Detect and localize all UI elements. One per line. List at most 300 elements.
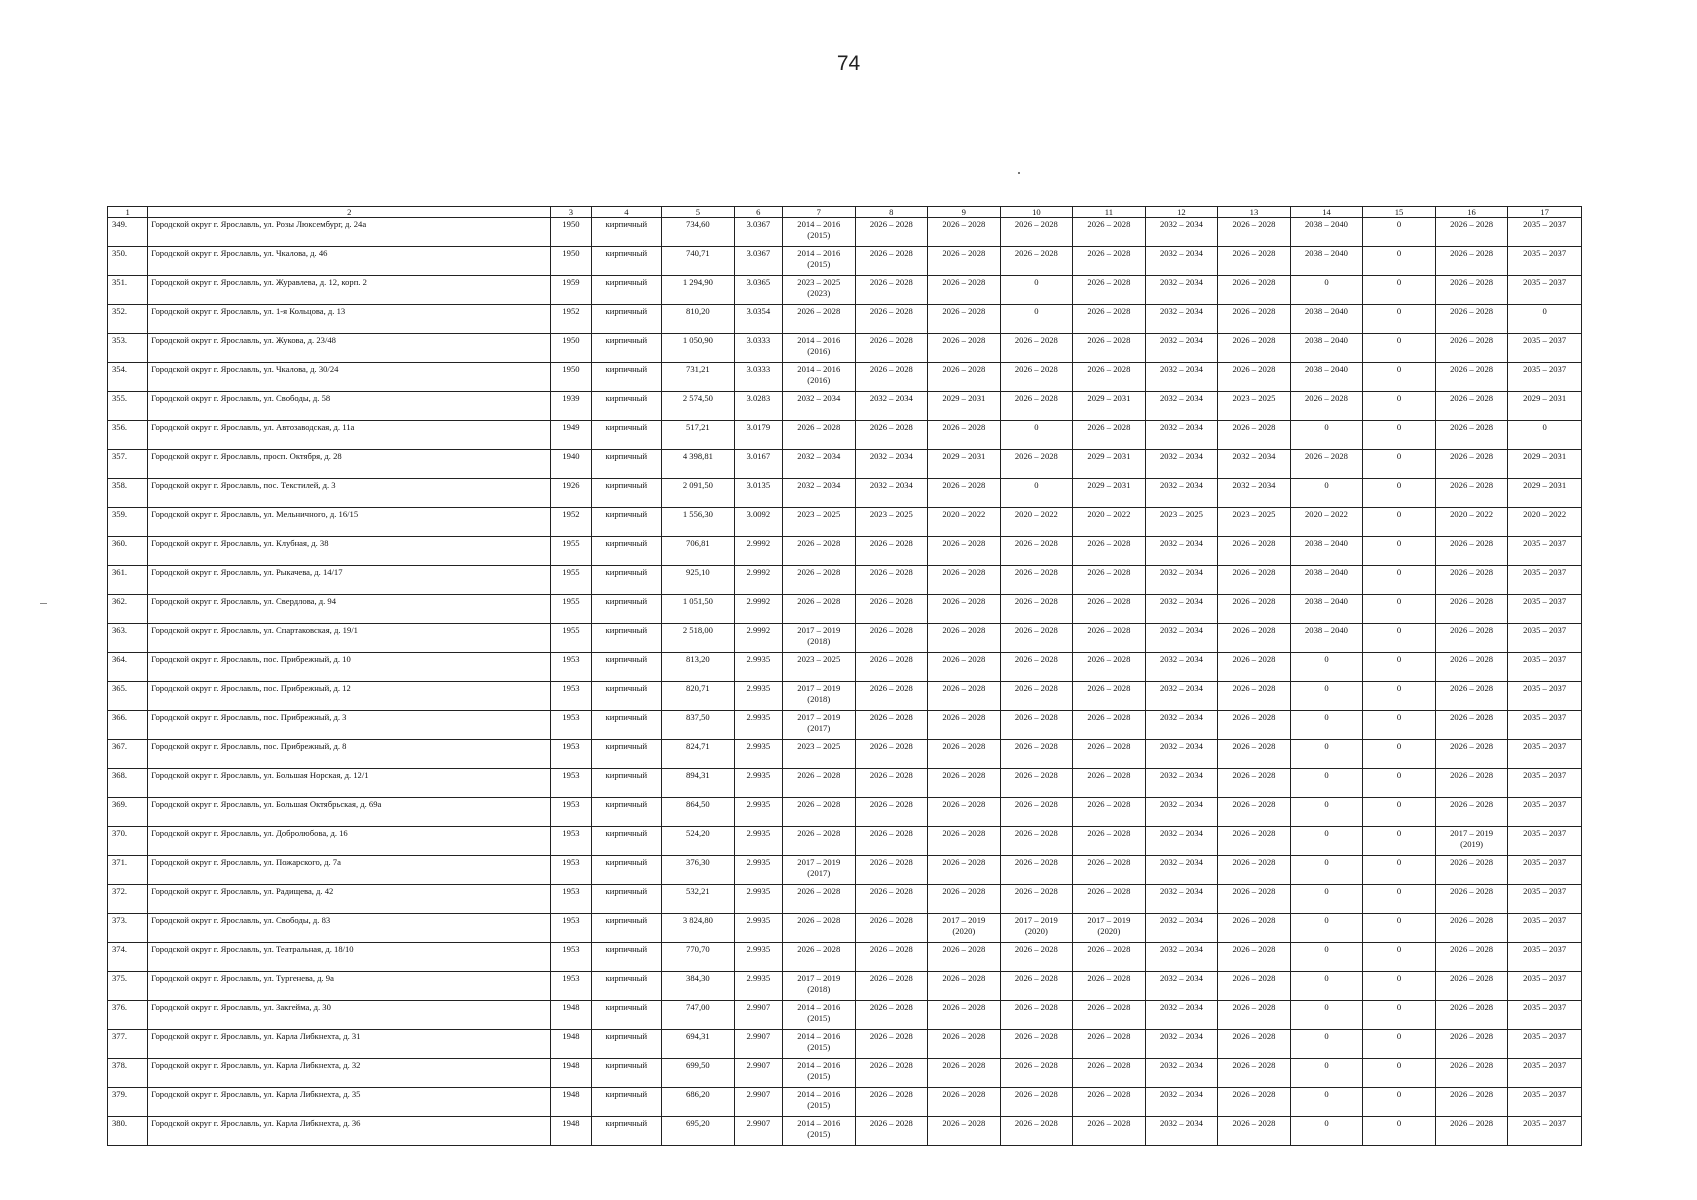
table-cell-col-8: 2026 – 2028: [855, 827, 928, 856]
table-cell-col-10: 2026 – 2028: [1000, 943, 1073, 972]
table-cell-col-10: 2026 – 2028: [1000, 363, 1073, 392]
table-cell-col-16: 2026 – 2028: [1435, 856, 1508, 885]
table-row: [108, 392, 1582, 421]
table-cell-col-9: 2026 – 2028: [928, 537, 1001, 566]
table-cell-col-15: 0: [1363, 566, 1436, 595]
table-cell-col-5: 694,31: [662, 1030, 735, 1059]
table-cell-col-8: 2026 – 2028: [855, 740, 928, 769]
table-row: [108, 914, 1582, 943]
table-cell-col-15: 0: [1363, 885, 1436, 914]
table-cell-col-1: 368.: [108, 769, 148, 798]
table-cell-col-1: 355.: [108, 392, 148, 421]
table-cell-col-14: 2026 – 2028: [1290, 450, 1363, 479]
table-cell-col-13: 2026 – 2028: [1218, 653, 1291, 682]
table-cell-col-5: 524,20: [662, 827, 735, 856]
column-header-9: 9: [928, 207, 1001, 218]
table-cell-col-13: 2026 – 2028: [1218, 566, 1291, 595]
table-cell-col-2: Городской округ г. Ярославль, ул. Клубная, д. 38: [148, 537, 551, 566]
table-cell-col-6: 3.0179: [734, 421, 782, 450]
table-cell-col-17: 2035 – 2037: [1508, 218, 1582, 247]
table-cell-col-7: 2017 – 2019 (2018): [783, 624, 856, 653]
table-cell-col-7: 2023 – 2025 (2023): [783, 276, 856, 305]
table-cell-col-14: 0: [1290, 653, 1363, 682]
table-cell-col-3: 1953: [551, 682, 591, 711]
table-cell-col-14: 0: [1290, 972, 1363, 1001]
table-cell-col-1: 356.: [108, 421, 148, 450]
table-cell-col-4: кирпичный: [591, 914, 662, 943]
table-cell-col-8: 2026 – 2028: [855, 972, 928, 1001]
table-cell-col-8: 2026 – 2028: [855, 1001, 928, 1030]
table-cell-col-14: 2038 – 2040: [1290, 363, 1363, 392]
table-cell-col-13: 2026 – 2028: [1218, 1088, 1291, 1117]
table-cell-col-13: 2026 – 2028: [1218, 334, 1291, 363]
table-cell-col-4: кирпичный: [591, 1117, 662, 1146]
table-cell-col-5: 706,81: [662, 537, 735, 566]
table-cell-col-13: 2026 – 2028: [1218, 914, 1291, 943]
table-cell-col-13: 2026 – 2028: [1218, 1001, 1291, 1030]
table-cell-col-10: 2026 – 2028: [1000, 537, 1073, 566]
table-cell-col-9: 2026 – 2028: [928, 856, 1001, 885]
table-cell-col-17: 2035 – 2037: [1508, 769, 1582, 798]
table-cell-col-6: 2.9935: [734, 798, 782, 827]
column-header-13: 13: [1218, 207, 1291, 218]
table-cell-col-17: 2035 – 2037: [1508, 566, 1582, 595]
table-row: [108, 653, 1582, 682]
table-cell-col-8: 2026 – 2028: [855, 537, 928, 566]
table-cell-col-1: 351.: [108, 276, 148, 305]
table-cell-col-8: 2026 – 2028: [855, 334, 928, 363]
table-cell-col-14: 0: [1290, 914, 1363, 943]
table-cell-col-10: 2026 – 2028: [1000, 450, 1073, 479]
table-cell-col-13: 2026 – 2028: [1218, 1117, 1291, 1146]
table-row: [108, 537, 1582, 566]
table-cell-col-4: кирпичный: [591, 885, 662, 914]
table-cell-col-15: 0: [1363, 479, 1436, 508]
table-cell-col-2: Городской округ г. Ярославль, ул. Журавлева, д. 12, корп. 2: [148, 276, 551, 305]
table-cell-col-7: 2017 – 2019 (2018): [783, 972, 856, 1001]
table-row: [108, 218, 1582, 247]
table-cell-col-7: 2032 – 2034: [783, 479, 856, 508]
table-cell-col-5: 1 294,90: [662, 276, 735, 305]
table-cell-col-7: 2014 – 2016 (2016): [783, 363, 856, 392]
table-cell-col-9: 2026 – 2028: [928, 885, 1001, 914]
table-cell-col-16: 2026 – 2028: [1435, 276, 1508, 305]
table-cell-col-15: 0: [1363, 1117, 1436, 1146]
column-header-2: 2: [148, 207, 551, 218]
table-cell-col-5: 3 824,80: [662, 914, 735, 943]
table-cell-col-16: 2026 – 2028: [1435, 363, 1508, 392]
column-header-14: 14: [1290, 207, 1363, 218]
table-cell-col-12: 2032 – 2034: [1145, 711, 1218, 740]
table-cell-col-2: Городской округ г. Ярославль, ул. Чкалова, д. 46: [148, 247, 551, 276]
table-cell-col-4: кирпичный: [591, 450, 662, 479]
table-cell-col-16: 2026 – 2028: [1435, 914, 1508, 943]
table-cell-col-17: 2020 – 2022: [1508, 508, 1582, 537]
table-cell-col-16: 2026 – 2028: [1435, 798, 1508, 827]
table-cell-col-13: 2023 – 2025: [1218, 508, 1291, 537]
table-cell-col-15: 0: [1363, 334, 1436, 363]
table-cell-col-9: 2026 – 2028: [928, 479, 1001, 508]
table-cell-col-16: 2020 – 2022: [1435, 508, 1508, 537]
table-cell-col-3: 1955: [551, 595, 591, 624]
table-cell-col-14: 2020 – 2022: [1290, 508, 1363, 537]
table-cell-col-11: 2026 – 2028: [1073, 1059, 1146, 1088]
table-row: [108, 711, 1582, 740]
table-cell-col-8: 2026 – 2028: [855, 682, 928, 711]
table-cell-col-15: 0: [1363, 740, 1436, 769]
table-cell-col-8: 2032 – 2034: [855, 450, 928, 479]
table-cell-col-7: 2026 – 2028: [783, 566, 856, 595]
table-cell-col-11: 2026 – 2028: [1073, 537, 1146, 566]
table-cell-col-14: 0: [1290, 740, 1363, 769]
table-cell-col-9: 2026 – 2028: [928, 247, 1001, 276]
table-cell-col-12: 2023 – 2025: [1145, 508, 1218, 537]
table-cell-col-1: 380.: [108, 1117, 148, 1146]
table-cell-col-11: 2026 – 2028: [1073, 421, 1146, 450]
table-cell-col-6: 3.0333: [734, 363, 782, 392]
table-cell-col-17: 2035 – 2037: [1508, 595, 1582, 624]
table-cell-col-17: 2035 – 2037: [1508, 856, 1582, 885]
table-cell-col-14: 0: [1290, 827, 1363, 856]
table-cell-col-6: 3.0092: [734, 508, 782, 537]
table-cell-col-17: 2029 – 2031: [1508, 450, 1582, 479]
table-cell-col-12: 2032 – 2034: [1145, 392, 1218, 421]
table-cell-col-13: 2032 – 2034: [1218, 479, 1291, 508]
table-cell-col-9: 2026 – 2028: [928, 682, 1001, 711]
table-cell-col-6: 3.0135: [734, 479, 782, 508]
column-header-12: 12: [1145, 207, 1218, 218]
table-cell-col-5: 820,71: [662, 682, 735, 711]
table-cell-col-7: 2014 – 2016 (2015): [783, 247, 856, 276]
table-cell-col-8: 2026 – 2028: [855, 653, 928, 682]
table-cell-col-6: 2.9907: [734, 1059, 782, 1088]
table-cell-col-7: 2026 – 2028: [783, 595, 856, 624]
table-cell-col-16: 2026 – 2028: [1435, 537, 1508, 566]
table-cell-col-10: 2026 – 2028: [1000, 218, 1073, 247]
table-cell-col-3: 1950: [551, 363, 591, 392]
table-cell-col-5: 1 051,50: [662, 595, 735, 624]
table-cell-col-11: 2026 – 2028: [1073, 1117, 1146, 1146]
table-cell-col-12: 2032 – 2034: [1145, 363, 1218, 392]
table-cell-col-3: 1955: [551, 566, 591, 595]
table-cell-col-14: 0: [1290, 479, 1363, 508]
table-cell-col-1: 367.: [108, 740, 148, 769]
table-cell-col-1: 364.: [108, 653, 148, 682]
table-cell-col-4: кирпичный: [591, 856, 662, 885]
table-cell-col-11: 2026 – 2028: [1073, 1088, 1146, 1117]
column-header-17: 17: [1508, 207, 1582, 218]
column-header-11: 11: [1073, 207, 1146, 218]
table-body: [108, 218, 1582, 1146]
table-cell-col-4: кирпичный: [591, 972, 662, 1001]
table-cell-col-11: 2026 – 2028: [1073, 827, 1146, 856]
table-cell-col-10: 2026 – 2028: [1000, 1030, 1073, 1059]
table-cell-col-12: 2032 – 2034: [1145, 334, 1218, 363]
table-cell-col-3: 1949: [551, 421, 591, 450]
table-cell-col-15: 0: [1363, 798, 1436, 827]
table-cell-col-9: 2026 – 2028: [928, 1001, 1001, 1030]
table-cell-col-17: 2035 – 2037: [1508, 972, 1582, 1001]
table-cell-col-17: 2035 – 2037: [1508, 363, 1582, 392]
table-cell-col-7: 2026 – 2028: [783, 798, 856, 827]
table-cell-col-2: Городской округ г. Ярославль, ул. Мельничного, д. 16/15: [148, 508, 551, 537]
table-cell-col-2: Городской округ г. Ярославль, ул. Тургенева, д. 9а: [148, 972, 551, 1001]
table-cell-col-10: 2026 – 2028: [1000, 624, 1073, 653]
table-cell-col-16: 2026 – 2028: [1435, 653, 1508, 682]
table-cell-col-3: 1953: [551, 972, 591, 1001]
table-row: [108, 682, 1582, 711]
table-cell-col-8: 2026 – 2028: [855, 1117, 928, 1146]
table-cell-col-8: 2032 – 2034: [855, 479, 928, 508]
column-header-1: 1: [108, 207, 148, 218]
table-cell-col-11: 2029 – 2031: [1073, 392, 1146, 421]
table-cell-col-10: 2026 – 2028: [1000, 566, 1073, 595]
table-cell-col-17: 0: [1508, 421, 1582, 450]
table-cell-col-3: 1953: [551, 827, 591, 856]
table-cell-col-3: 1926: [551, 479, 591, 508]
table-cell-col-13: 2026 – 2028: [1218, 537, 1291, 566]
table-cell-col-4: кирпичный: [591, 1001, 662, 1030]
table-cell-col-13: 2026 – 2028: [1218, 885, 1291, 914]
table-cell-col-11: 2029 – 2031: [1073, 479, 1146, 508]
table-cell-col-2: Городской округ г. Ярославль, ул. Карла Либкнехта, д. 35: [148, 1088, 551, 1117]
table-cell-col-11: 2026 – 2028: [1073, 740, 1146, 769]
table-cell-col-16: 2026 – 2028: [1435, 479, 1508, 508]
table-cell-col-15: 0: [1363, 943, 1436, 972]
table-cell-col-7: 2014 – 2016 (2015): [783, 218, 856, 247]
table-cell-col-13: 2026 – 2028: [1218, 711, 1291, 740]
table-cell-col-17: 2035 – 2037: [1508, 247, 1582, 276]
table-cell-col-6: 2.9907: [734, 1001, 782, 1030]
table-cell-col-5: 731,21: [662, 363, 735, 392]
table-cell-col-10: 2026 – 2028: [1000, 740, 1073, 769]
table-cell-col-9: 2026 – 2028: [928, 305, 1001, 334]
table-cell-col-4: кирпичный: [591, 595, 662, 624]
table-cell-col-4: кирпичный: [591, 479, 662, 508]
table-row: [108, 450, 1582, 479]
table-cell-col-17: 2035 – 2037: [1508, 1059, 1582, 1088]
table-cell-col-3: 1948: [551, 1001, 591, 1030]
table-cell-col-2: Городской округ г. Ярославль, ул. Радищева, д. 42: [148, 885, 551, 914]
table-cell-col-12: 2032 – 2034: [1145, 1059, 1218, 1088]
table-cell-col-7: 2026 – 2028: [783, 914, 856, 943]
table-cell-col-17: 2029 – 2031: [1508, 479, 1582, 508]
table-cell-col-4: кирпичный: [591, 827, 662, 856]
table-row: [108, 798, 1582, 827]
table-cell-col-1: 353.: [108, 334, 148, 363]
table-cell-col-11: 2026 – 2028: [1073, 624, 1146, 653]
table-cell-col-13: 2026 – 2028: [1218, 972, 1291, 1001]
table-cell-col-11: 2026 – 2028: [1073, 247, 1146, 276]
table-cell-col-3: 1953: [551, 769, 591, 798]
table-cell-col-17: 2035 – 2037: [1508, 798, 1582, 827]
table-cell-col-4: кирпичный: [591, 276, 662, 305]
table-cell-col-16: 2026 – 2028: [1435, 566, 1508, 595]
table-cell-col-4: кирпичный: [591, 740, 662, 769]
table-cell-col-12: 2032 – 2034: [1145, 566, 1218, 595]
table-cell-col-9: 2026 – 2028: [928, 624, 1001, 653]
table-cell-col-5: 740,71: [662, 247, 735, 276]
table-cell-col-9: 2026 – 2028: [928, 769, 1001, 798]
table-cell-col-12: 2032 – 2034: [1145, 740, 1218, 769]
table-cell-col-7: 2014 – 2016 (2015): [783, 1088, 856, 1117]
table-cell-col-6: 2.9935: [734, 769, 782, 798]
table-cell-col-13: 2026 – 2028: [1218, 421, 1291, 450]
table-cell-col-10: 2026 – 2028: [1000, 972, 1073, 1001]
table-cell-col-2: Городской округ г. Ярославль, просп. Октября, д. 28: [148, 450, 551, 479]
table-cell-col-6: 3.0367: [734, 247, 782, 276]
table-cell-col-3: 1940: [551, 450, 591, 479]
table-cell-col-15: 0: [1363, 508, 1436, 537]
table-cell-col-11: 2026 – 2028: [1073, 972, 1146, 1001]
table-cell-col-12: 2032 – 2034: [1145, 856, 1218, 885]
table-cell-col-11: 2029 – 2031: [1073, 450, 1146, 479]
table-cell-col-6: 2.9992: [734, 537, 782, 566]
table-cell-col-16: 2026 – 2028: [1435, 682, 1508, 711]
table-cell-col-6: 2.9935: [734, 972, 782, 1001]
table-cell-col-9: 2029 – 2031: [928, 392, 1001, 421]
header-row: [108, 207, 1582, 218]
table-cell-col-7: 2017 – 2019 (2018): [783, 682, 856, 711]
table-cell-col-8: 2026 – 2028: [855, 798, 928, 827]
table-cell-col-13: 2026 – 2028: [1218, 798, 1291, 827]
table-cell-col-1: 369.: [108, 798, 148, 827]
table-cell-col-16: 2017 – 2019 (2019): [1435, 827, 1508, 856]
table-cell-col-12: 2032 – 2034: [1145, 624, 1218, 653]
table-cell-col-12: 2032 – 2034: [1145, 914, 1218, 943]
table-cell-col-7: 2017 – 2019 (2017): [783, 711, 856, 740]
table-cell-col-14: 0: [1290, 885, 1363, 914]
table-cell-col-9: 2026 – 2028: [928, 943, 1001, 972]
table-cell-col-14: 2038 – 2040: [1290, 566, 1363, 595]
table-cell-col-9: 2026 – 2028: [928, 595, 1001, 624]
table-cell-col-10: 2026 – 2028: [1000, 682, 1073, 711]
table-cell-col-5: 810,20: [662, 305, 735, 334]
table-cell-col-6: 2.9992: [734, 566, 782, 595]
table-cell-col-12: 2032 – 2034: [1145, 769, 1218, 798]
table-cell-col-15: 0: [1363, 363, 1436, 392]
table-cell-col-2: Городской округ г. Ярославль, ул. Карла Либкнехта, д. 36: [148, 1117, 551, 1146]
table-cell-col-15: 0: [1363, 421, 1436, 450]
table-cell-col-8: 2026 – 2028: [855, 885, 928, 914]
table-cell-col-17: 2035 – 2037: [1508, 885, 1582, 914]
table-cell-col-7: 2023 – 2025: [783, 653, 856, 682]
table-cell-col-11: 2026 – 2028: [1073, 943, 1146, 972]
table-cell-col-11: 2026 – 2028: [1073, 305, 1146, 334]
table-cell-col-14: 2038 – 2040: [1290, 595, 1363, 624]
table-cell-col-6: 2.9935: [734, 740, 782, 769]
table-cell-col-2: Городской округ г. Ярославль, ул. Чкалова, д. 30/24: [148, 363, 551, 392]
table-row: [108, 595, 1582, 624]
table-cell-col-14: 2038 – 2040: [1290, 305, 1363, 334]
table-cell-col-2: Городской округ г. Ярославль, ул. Рыкачева, д. 14/17: [148, 566, 551, 595]
table-cell-col-17: 2035 – 2037: [1508, 537, 1582, 566]
table-cell-col-5: 4 398,81: [662, 450, 735, 479]
table-cell-col-9: 2026 – 2028: [928, 711, 1001, 740]
table-cell-col-13: 2026 – 2028: [1218, 363, 1291, 392]
table-row: [108, 363, 1582, 392]
table-cell-col-10: 0: [1000, 479, 1073, 508]
table-cell-col-15: 0: [1363, 276, 1436, 305]
table-cell-col-16: 2026 – 2028: [1435, 711, 1508, 740]
table-cell-col-10: 2026 – 2028: [1000, 1088, 1073, 1117]
table-cell-col-9: 2026 – 2028: [928, 363, 1001, 392]
table-cell-col-14: 0: [1290, 1001, 1363, 1030]
table-cell-col-7: 2014 – 2016 (2015): [783, 1059, 856, 1088]
table-cell-col-1: 372.: [108, 885, 148, 914]
table-cell-col-3: 1950: [551, 247, 591, 276]
table-cell-col-2: Городской округ г. Ярославль, ул. Большая Октябрьская, д. 69а: [148, 798, 551, 827]
table-cell-col-12: 2032 – 2034: [1145, 1088, 1218, 1117]
table-cell-col-16: 2026 – 2028: [1435, 218, 1508, 247]
table-row: [108, 972, 1582, 1001]
table-cell-col-16: 2026 – 2028: [1435, 1059, 1508, 1088]
table-cell-col-11: 2026 – 2028: [1073, 363, 1146, 392]
table-cell-col-4: кирпичный: [591, 247, 662, 276]
table-cell-col-6: 2.9992: [734, 595, 782, 624]
table-cell-col-11: 2017 – 2019 (2020): [1073, 914, 1146, 943]
table-cell-col-5: 747,00: [662, 1001, 735, 1030]
table-cell-col-15: 0: [1363, 856, 1436, 885]
table-row: [108, 247, 1582, 276]
table-row: [108, 566, 1582, 595]
table-cell-col-1: 371.: [108, 856, 148, 885]
table-cell-col-14: 2026 – 2028: [1290, 392, 1363, 421]
table-cell-col-14: 0: [1290, 682, 1363, 711]
table-cell-col-6: 3.0167: [734, 450, 782, 479]
table-cell-col-6: 2.9935: [734, 711, 782, 740]
table-cell-col-14: 0: [1290, 1030, 1363, 1059]
table-cell-col-5: 864,50: [662, 798, 735, 827]
table-cell-col-5: 532,21: [662, 885, 735, 914]
table-row: [108, 1088, 1582, 1117]
table-cell-col-13: 2026 – 2028: [1218, 595, 1291, 624]
table-cell-col-11: 2026 – 2028: [1073, 856, 1146, 885]
table-cell-col-4: кирпичный: [591, 421, 662, 450]
table-cell-col-6: 3.0333: [734, 334, 782, 363]
table-cell-col-11: 2026 – 2028: [1073, 711, 1146, 740]
table-cell-col-3: 1952: [551, 305, 591, 334]
table-cell-col-13: 2026 – 2028: [1218, 1030, 1291, 1059]
table-cell-col-5: 695,20: [662, 1117, 735, 1146]
table-cell-col-5: 699,50: [662, 1059, 735, 1088]
table-row: [108, 885, 1582, 914]
table-cell-col-15: 0: [1363, 247, 1436, 276]
table-cell-col-9: 2026 – 2028: [928, 566, 1001, 595]
table-cell-col-10: 2026 – 2028: [1000, 653, 1073, 682]
table-cell-col-15: 0: [1363, 653, 1436, 682]
table-cell-col-16: 2026 – 2028: [1435, 247, 1508, 276]
table-cell-col-2: Городской округ г. Ярославль, ул. Театральная, д. 18/10: [148, 943, 551, 972]
table-cell-col-9: 2026 – 2028: [928, 653, 1001, 682]
table-cell-col-2: Городской округ г. Ярославль, ул. Свердлова, д. 94: [148, 595, 551, 624]
table-cell-col-11: 2026 – 2028: [1073, 595, 1146, 624]
table-cell-col-9: 2026 – 2028: [928, 1030, 1001, 1059]
table-cell-col-4: кирпичный: [591, 624, 662, 653]
table-cell-col-8: 2026 – 2028: [855, 856, 928, 885]
table-cell-col-10: 2026 – 2028: [1000, 1001, 1073, 1030]
table-cell-col-1: 359.: [108, 508, 148, 537]
table-cell-col-13: 2026 – 2028: [1218, 682, 1291, 711]
table-row: [108, 943, 1582, 972]
table-cell-col-17: 2035 – 2037: [1508, 711, 1582, 740]
table-cell-col-8: 2026 – 2028: [855, 218, 928, 247]
table-cell-col-6: 3.0367: [734, 218, 782, 247]
table-cell-col-3: 1953: [551, 856, 591, 885]
table-row: [108, 1030, 1582, 1059]
table-cell-col-1: 374.: [108, 943, 148, 972]
table-cell-col-3: 1939: [551, 392, 591, 421]
